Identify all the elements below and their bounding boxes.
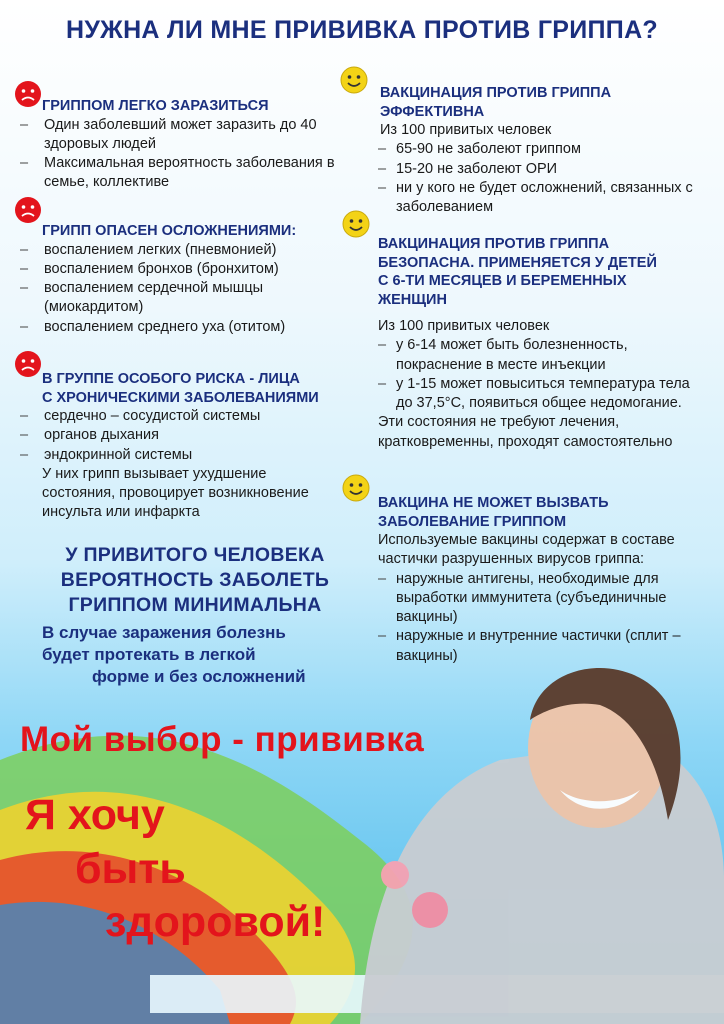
section-text: Эти состояния не требуют лечения, кратковременны, проходят самостоятельно	[378, 414, 673, 450]
smiley-face-icon	[342, 210, 370, 238]
sad-face-icon	[14, 196, 42, 224]
list-item: – Один заболевший может заразить до 40 здоровых людей	[14, 116, 342, 155]
list-item: – Максимальная вероятность заболевания в семье, коллективе	[14, 154, 342, 193]
list-item: – у 6-14 может быть болезненность, покраснение в месте инъекции	[372, 336, 708, 375]
smiley-face-icon	[340, 66, 368, 94]
sad-face-icon	[14, 350, 42, 378]
list-item: – органов дыхания	[14, 426, 342, 445]
list-item: – наружные антигены, необходимые для выработки иммунитета (субъединичные вакцины)	[372, 570, 708, 628]
list-item: – у 1-15 может повыситься температура тела до 37,5°С, появиться общее недомогание.	[372, 375, 708, 414]
caption-line: ГРИППОМ МИНИМАЛЬНА	[68, 594, 322, 616]
benefit-section-no-illness	[378, 494, 708, 666]
vaccinated-caption	[30, 543, 360, 618]
sad-face-icon	[14, 80, 42, 108]
section-heading: ГРИПП ОПАСЕН ОСЛОЖНЕНИЯМИ:	[42, 223, 297, 239]
risk-section-infection	[42, 97, 342, 193]
want-line: здоровой!	[105, 898, 326, 946]
list-item: – воспалением среднего уха (отитом)	[14, 318, 342, 337]
risk-section-complications	[42, 222, 342, 337]
list-item: – эндокринной системы	[14, 446, 342, 465]
vaccinated-subcaption	[42, 622, 372, 688]
subcaption-line: будет протекать в легкой	[42, 645, 256, 664]
slogan: Мой выбор - прививка	[20, 720, 425, 759]
page-title: НУЖНА ЛИ МНЕ ПРИВИВКА ПРОТИВ ГРИППА?	[65, 16, 659, 44]
section-intro: Из 100 привитых человек	[378, 318, 550, 334]
benefit-section-effective	[372, 84, 702, 217]
want-line: Я хочу	[25, 791, 165, 839]
list-item: – ни у кого не будет осложнений, связанных с заболеванием	[372, 179, 702, 218]
list-item: – наружные и внутренние частички (сплит – вакцины)	[372, 627, 708, 666]
section-heading: ГРИППОМ ЛЕГКО ЗАРАЗИТЬСЯ	[42, 98, 269, 114]
caption-line: У ПРИВИТОГО ЧЕЛОВЕКА	[65, 544, 325, 566]
section-heading: ВАКЦИНАЦИЯ ПРОТИВ ГРИППА БЕЗОПАСНА. ПРИМЕНЯЕТСЯ У ДЕТЕЙ С 6-ТИ МЕСЯЦЕВ И БЕРЕМЕННЫХ ЖЕНЩИН	[378, 236, 657, 308]
subcaption-line: В случае заражения болезнь	[42, 623, 286, 642]
risk-section-group	[42, 370, 342, 523]
benefit-section-safe	[378, 235, 708, 452]
section-text: У них грипп вызывает ухудшение состояния, провоцирует возникновение инсульта или инфаркта	[42, 465, 309, 521]
smiley-face-icon	[342, 474, 370, 502]
list-item: – воспалением легких (пневмонией)	[14, 241, 342, 260]
section-heading: С ХРОНИЧЕСКИМИ ЗАБОЛЕВАНИЯМИ	[42, 389, 319, 406]
section-heading: ВАКЦИНАЦИЯ ПРОТИВ ГРИППА ЭФФЕКТИВНА	[380, 85, 612, 120]
section-intro: Из 100 привитых человек	[380, 122, 552, 138]
list-item: – воспалением сердечной мышцы (миокардитом)	[14, 279, 342, 318]
subcaption-line: форме и без осложнений	[92, 667, 306, 686]
section-heading: ВАКЦИНА НЕ МОЖЕТ ВЫЗВАТЬ ЗАБОЛЕВАНИЕ ГРИППОМ	[378, 495, 609, 530]
caption-line: ВЕРОЯТНОСТЬ ЗАБОЛЕТЬ	[60, 569, 330, 591]
section-heading: В ГРУППЕ ОСОБОГО РИСКА - ЛИЦА	[42, 371, 300, 387]
list-item: – воспалением бронхов (бронхитом)	[14, 260, 342, 279]
want-line: быть	[75, 845, 186, 893]
list-item: – 65-90 не заболеют гриппом	[372, 140, 702, 159]
list-item: – 15-20 не заболеют ОРИ	[372, 160, 702, 179]
section-intro: Используемые вакцины содержат в составе частички разрушенных вирусов гриппа:	[378, 532, 675, 568]
list-item: – сердечно – сосудистой системы	[14, 407, 342, 426]
